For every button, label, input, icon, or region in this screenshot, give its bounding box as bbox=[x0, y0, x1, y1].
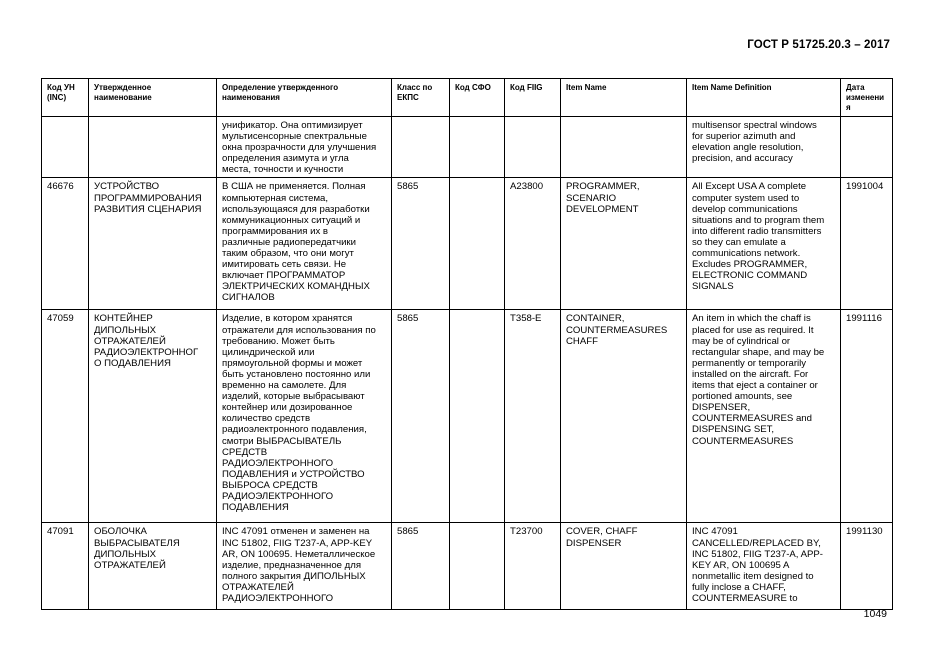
cell-class bbox=[392, 117, 450, 178]
cell-date: 1991116 bbox=[841, 310, 893, 523]
column-header-definition: Определение утвержденного наименования bbox=[217, 79, 392, 117]
nomenclature-table bbox=[41, 78, 893, 610]
column-header-fiig: Код FIIG bbox=[505, 79, 561, 117]
column-header-sfo: Код СФО bbox=[450, 79, 505, 117]
cell-item-name: COVER, CHAFF DISPENSER bbox=[561, 523, 687, 610]
table-header-row bbox=[42, 79, 893, 117]
column-header-date: Дата изменения bbox=[841, 79, 893, 117]
cell-item-definition: INC 47091 CANCELLED/REPLACED BY, INC 51802, FIIG T237-A, APP- KEY AR, ON 100695 A nonmetallic item designed to fully inclose a CHAFF, COUNTERMEASURE to bbox=[687, 523, 841, 610]
cell-date bbox=[841, 117, 893, 178]
column-header-approved-name: Утвержденное наименование bbox=[89, 79, 217, 117]
cell-approved-name: КОНТЕЙНЕР ДИПОЛЬНЫХ ОТРАЖАТЕЛЕЙ РАДИОЭЛЕКТРОННОГ О ПОДАВЛЕНИЯ bbox=[89, 310, 217, 523]
cell-date: 1991130 bbox=[841, 523, 893, 610]
table-row bbox=[42, 117, 893, 178]
cell-approved-name: УСТРОЙСТВО ПРОГРАММИРОВАНИЯ РАЗВИТИЯ СЦЕНАРИЯ bbox=[89, 178, 217, 310]
cell-definition: унификатор. Она оптимизирует мультисенсорные спектральные окна прозрачности для улучшения определения азимута и угла места, точности и кучности bbox=[217, 117, 392, 178]
cell-item-definition: All Except USA A complete computer system used to develop communications situations and to program them into different radio transmitters so they can emulate a communications network. Excludes PROGRAMMER, ELECTRONIC COMMAND SIGNALS bbox=[687, 178, 841, 310]
cell-sfo bbox=[450, 117, 505, 178]
cell-item-name bbox=[561, 117, 687, 178]
document-header: ГОСТ Р 51725.20.3 – 2017 bbox=[747, 39, 890, 51]
column-header-item-name: Item Name bbox=[561, 79, 687, 117]
cell-fiig: T358-E bbox=[505, 310, 561, 523]
cell-inc: 46676 bbox=[42, 178, 89, 310]
cell-inc bbox=[42, 117, 89, 178]
column-header-class: Класс по ЕКПС bbox=[392, 79, 450, 117]
cell-fiig: T23700 bbox=[505, 523, 561, 610]
cell-item-definition: An item in which the chaff is placed for use as required. It may be of cylindrical or rectangular shape, and may be permanently or temporarily installed on the aircraft. For items that eject a container or portioned amounts, see DISPENSER, COUNTERMEASURES and DISPENSING SET, COUNTERMEASURES bbox=[687, 310, 841, 523]
cell-definition: INC 47091 отменен и заменен на INC 51802, FIIG T237-A, APP-KEY AR, ON 100695. Неметаллическое изделие, предназначенное для полного закрытия ДИПОЛЬНЫХ ОТРАЖАТЕЛЕЙ РАДИОЭЛЕКТРОННОГО bbox=[217, 523, 392, 610]
cell-item-name: CONTAINER, COUNTERMEASURES CHAFF bbox=[561, 310, 687, 523]
column-header-inc: Код УН (INC) bbox=[42, 79, 89, 117]
cell-class: 5865 bbox=[392, 310, 450, 523]
cell-definition: Изделие, в котором хранятся отражатели для использования по требованию. Может быть цилиндрической или прямоугольной формы и может быть установлено постоянно или временно на самолете. Для изделий, которые выбрасывают контейнер или дозированное количество средств радиоэлектронного подавления, смотри ВЫБРАСЫВАТЕЛЬ СРЕДСТВ РАДИОЭЛЕКТРОННОГО ПОДАВЛЕНИЯ и УСТРОЙСТВО ВЫБРОСА СРЕДСТВ РАДИОЭЛЕКТРОННОГО ПОДАВЛЕНИЯ bbox=[217, 310, 392, 523]
cell-fiig: A23800 bbox=[505, 178, 561, 310]
table-row bbox=[42, 523, 893, 610]
table-row bbox=[42, 310, 893, 523]
cell-item-name: PROGRAMMER, SCENARIO DEVELOPMENT bbox=[561, 178, 687, 310]
cell-sfo bbox=[450, 178, 505, 310]
page-number: 1049 bbox=[863, 608, 887, 620]
cell-sfo bbox=[450, 310, 505, 523]
cell-item-definition: multisensor spectral windows for superior azimuth and elevation angle resolution, precision, and accuracy bbox=[687, 117, 841, 178]
table-row bbox=[42, 178, 893, 310]
column-header-item-definition: Item Name Definition bbox=[687, 79, 841, 117]
cell-inc: 47059 bbox=[42, 310, 89, 523]
cell-date: 1991004 bbox=[841, 178, 893, 310]
cell-approved-name: ОБОЛОЧКА ВЫБРАСЫВАТЕЛЯ ДИПОЛЬНЫХ ОТРАЖАТЕЛЕЙ bbox=[89, 523, 217, 610]
cell-inc: 47091 bbox=[42, 523, 89, 610]
cell-class: 5865 bbox=[392, 523, 450, 610]
cell-definition: В США не применяется. Полная компьютерная система, использующаяся для разработки коммуникационных ситуаций и программирования их в различные радиопередатчики таким образом, что они могут имитировать сеть связи. Не включает ПРОГРАММАТОР ЭЛЕКТРИЧЕСКИХ КОМАНДНЫХ СИГНАЛОВ bbox=[217, 178, 392, 310]
cell-approved-name bbox=[89, 117, 217, 178]
cell-class: 5865 bbox=[392, 178, 450, 310]
cell-fiig bbox=[505, 117, 561, 178]
cell-sfo bbox=[450, 523, 505, 610]
